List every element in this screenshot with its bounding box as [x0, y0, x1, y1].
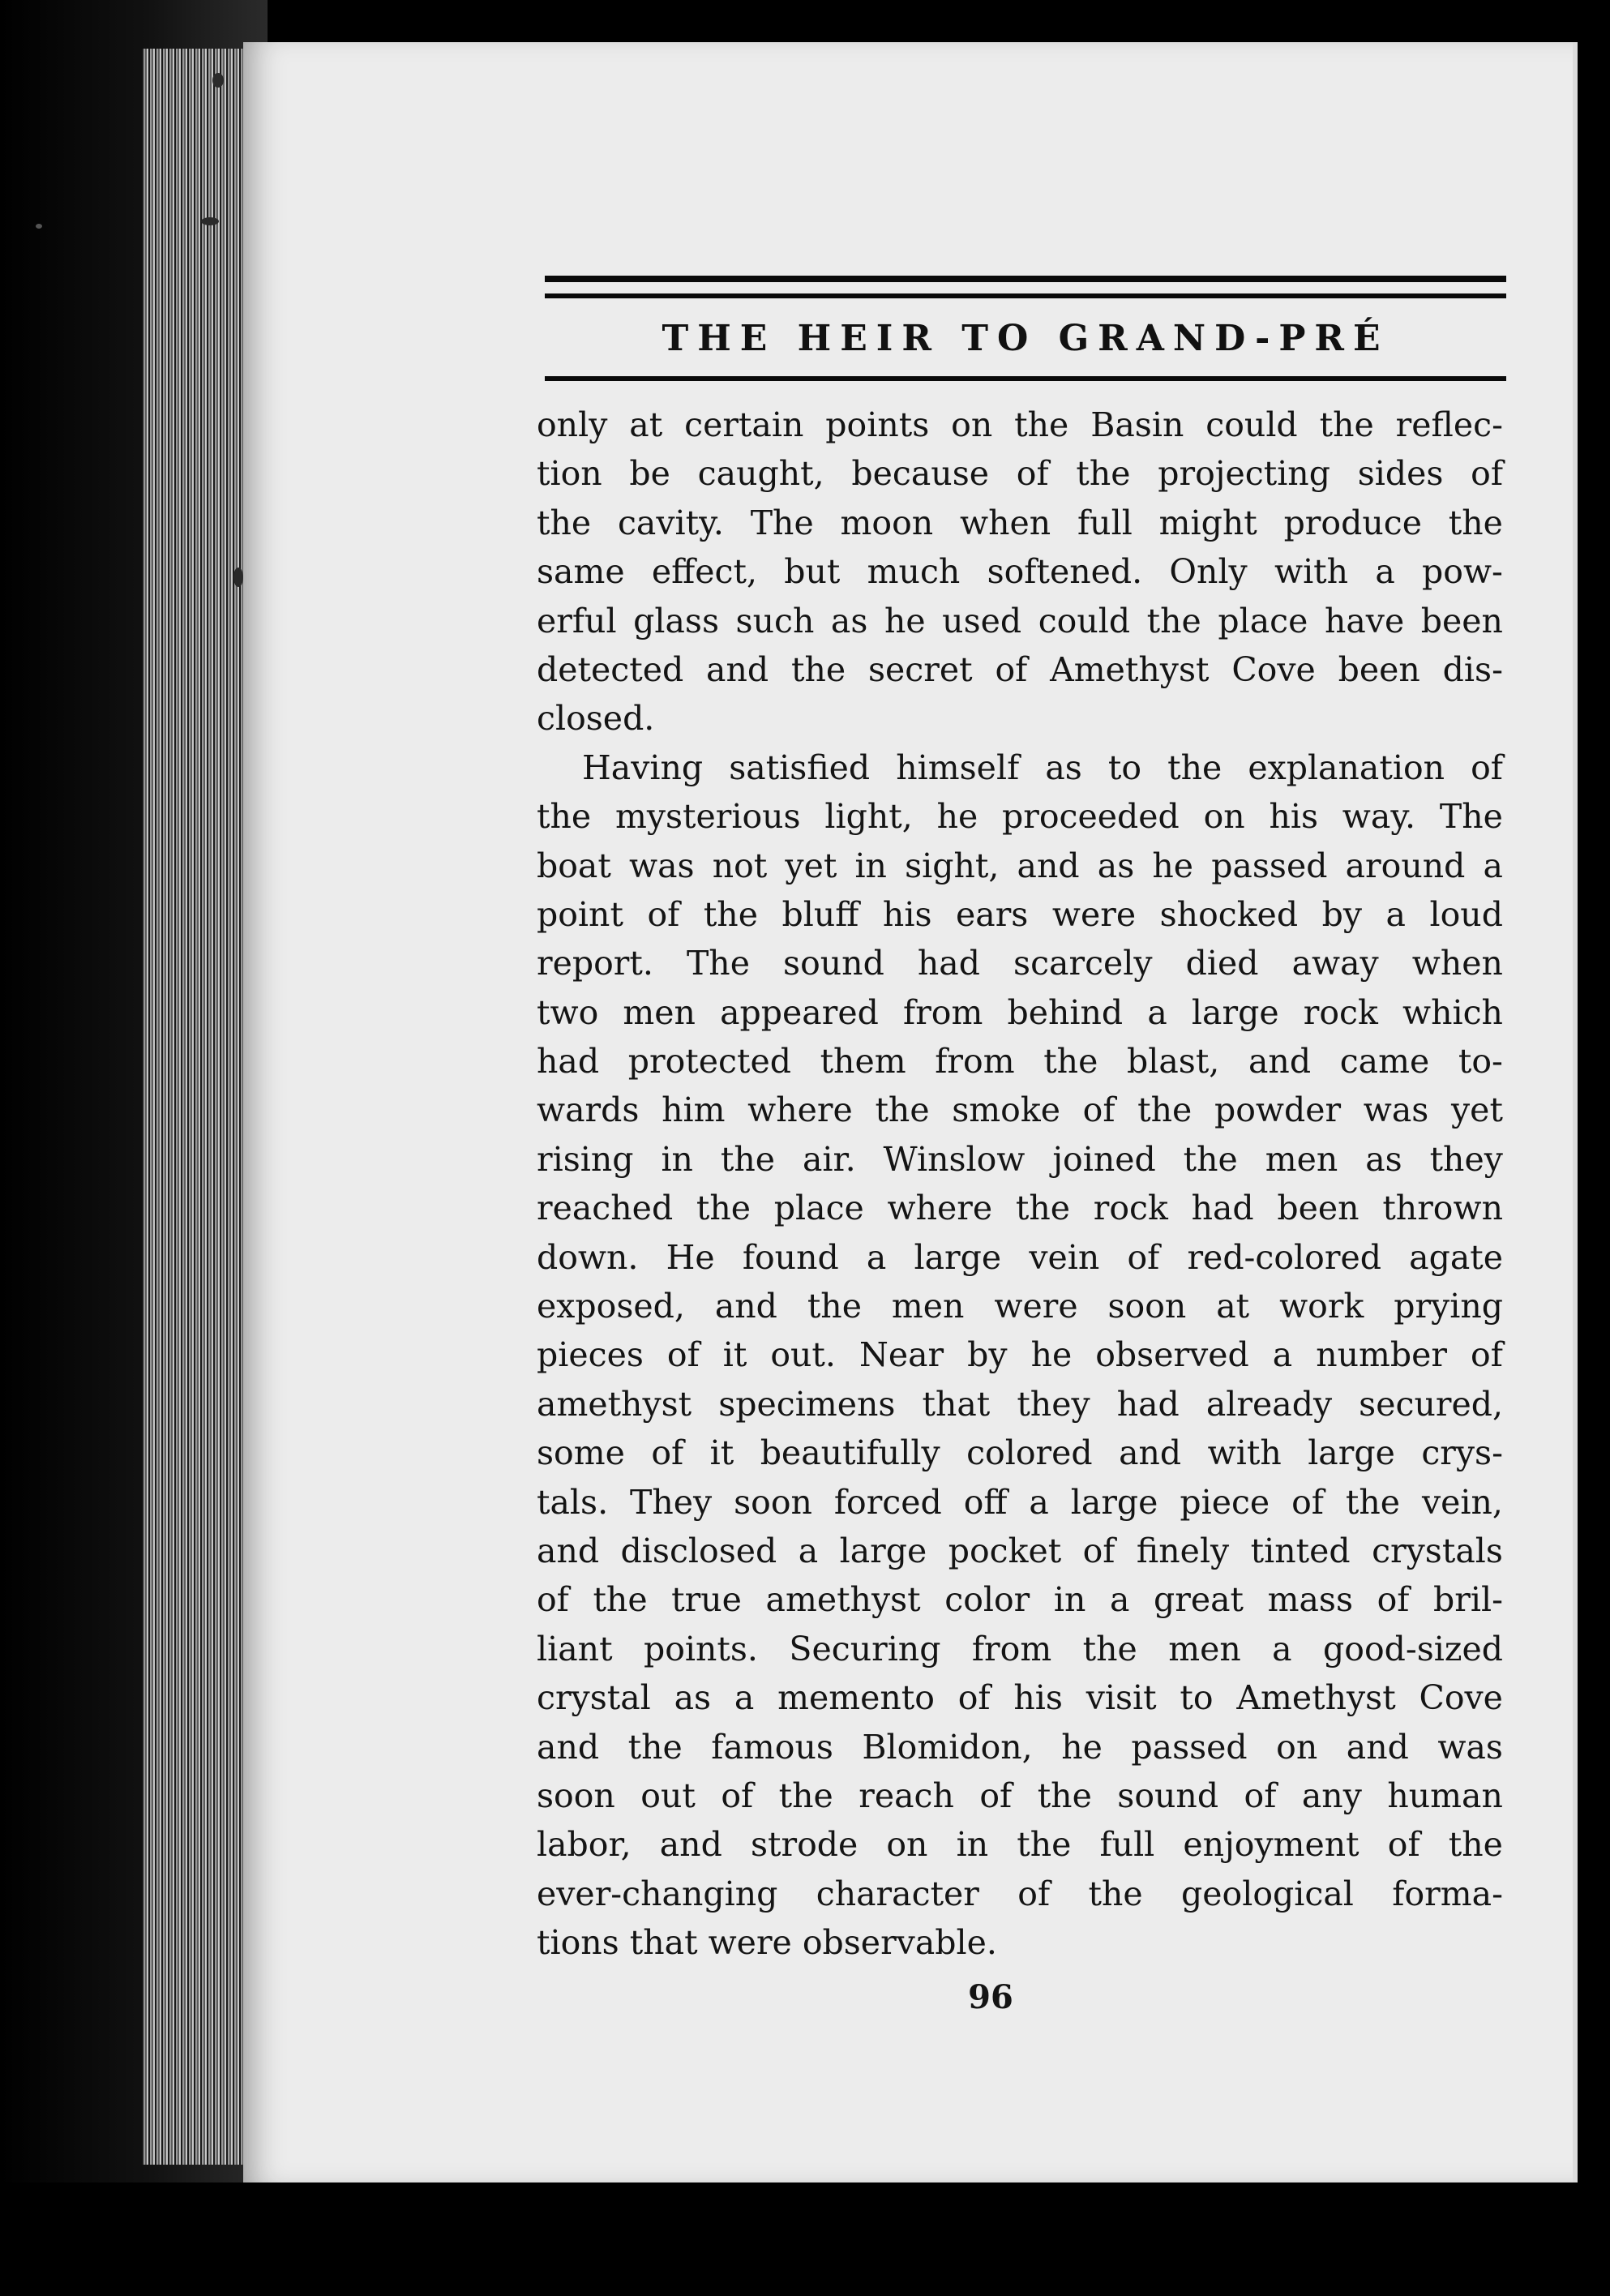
scan-bottom-margin [0, 2182, 1610, 2296]
header-rule-top-thick [545, 276, 1506, 282]
scan-speck [212, 73, 224, 88]
text-line: erful glass such as he used could the place have been [537, 601, 1503, 640]
text-line: amethyst specimens that they had already secured, [537, 1384, 1503, 1424]
paragraph-1 [537, 401, 1503, 743]
header-rule-top-thin [545, 293, 1506, 298]
text-line: liant points. Securing from the men a good-sized [537, 1629, 1503, 1668]
text-line: tals. They soon forced off a large piece of the vein, [537, 1482, 1503, 1522]
scan-speck [233, 568, 243, 587]
text-line: down. He found a large vein of red-colored agate [537, 1237, 1503, 1277]
text-line: the cavity. The moon when full might produce the [537, 503, 1503, 542]
text-line: point of the bluff his ears were shocked by a loud [537, 894, 1503, 934]
page-number: 96 [968, 1978, 1013, 2016]
body-text [537, 401, 1503, 1968]
text-line: some of it beautifully colored and with large crys- [537, 1433, 1503, 1473]
text-line: and disclosed a large pocket of finely tinted crystals [537, 1531, 1503, 1570]
text-line: rising in the air. Winslow joined the men as they [537, 1139, 1503, 1179]
text-line: crystal as a memento of his visit to Amethyst Cove [537, 1678, 1503, 1718]
paragraph-2 [537, 743, 1503, 1968]
facing-page-edge [1573, 42, 1610, 2182]
text-line: Having satisfied himself as to the explanation of [582, 747, 1503, 787]
text-line: tions that were observable. [537, 1923, 997, 1963]
text-line: wards him where the smoke of the powder was yet [537, 1090, 1503, 1130]
header-rule-bottom [545, 376, 1506, 381]
text-line: soon out of the reach of the sound of any human [537, 1776, 1503, 1815]
text-line: same effect, but much softened. Only with a pow- [537, 552, 1503, 592]
text-line: tion be caught, because of the projecting sides of [537, 454, 1503, 494]
text-line: labor, and strode on in the full enjoyment of the [537, 1825, 1503, 1865]
text-line: two men appeared from behind a large rock which [537, 992, 1503, 1032]
text-line: and the famous Blomidon, he passed on and was [537, 1727, 1503, 1767]
text-line: boat was not yet in sight, and as he passed around a [537, 846, 1503, 885]
text-line: detected and the secret of Amethyst Cove been dis- [537, 649, 1503, 689]
text-line: closed. [537, 699, 655, 739]
text-line: ever-changing character of the geological forma- [537, 1874, 1503, 1913]
text-line: pieces of it out. Near by he observed a number of [537, 1335, 1503, 1375]
text-line: reached the place where the rock had been thrown [537, 1189, 1503, 1228]
text-line: exposed, and the men were soon at work prying [537, 1287, 1503, 1326]
text-line: of the true amethyst color in a great mass of bril- [537, 1580, 1503, 1620]
text-line: the mysterious light, he proceeded on his way. The [537, 797, 1503, 837]
text-line: only at certain points on the Basin could the reflec- [537, 405, 1503, 444]
running-head-title: THE HEIR TO GRAND-PRÉ [662, 318, 1389, 359]
text-line: report. The sound had scarcely died away when [537, 944, 1503, 983]
scan-speck [36, 224, 42, 229]
scan-speck [201, 217, 219, 225]
text-line: had protected them from the blast, and came to- [537, 1042, 1503, 1082]
